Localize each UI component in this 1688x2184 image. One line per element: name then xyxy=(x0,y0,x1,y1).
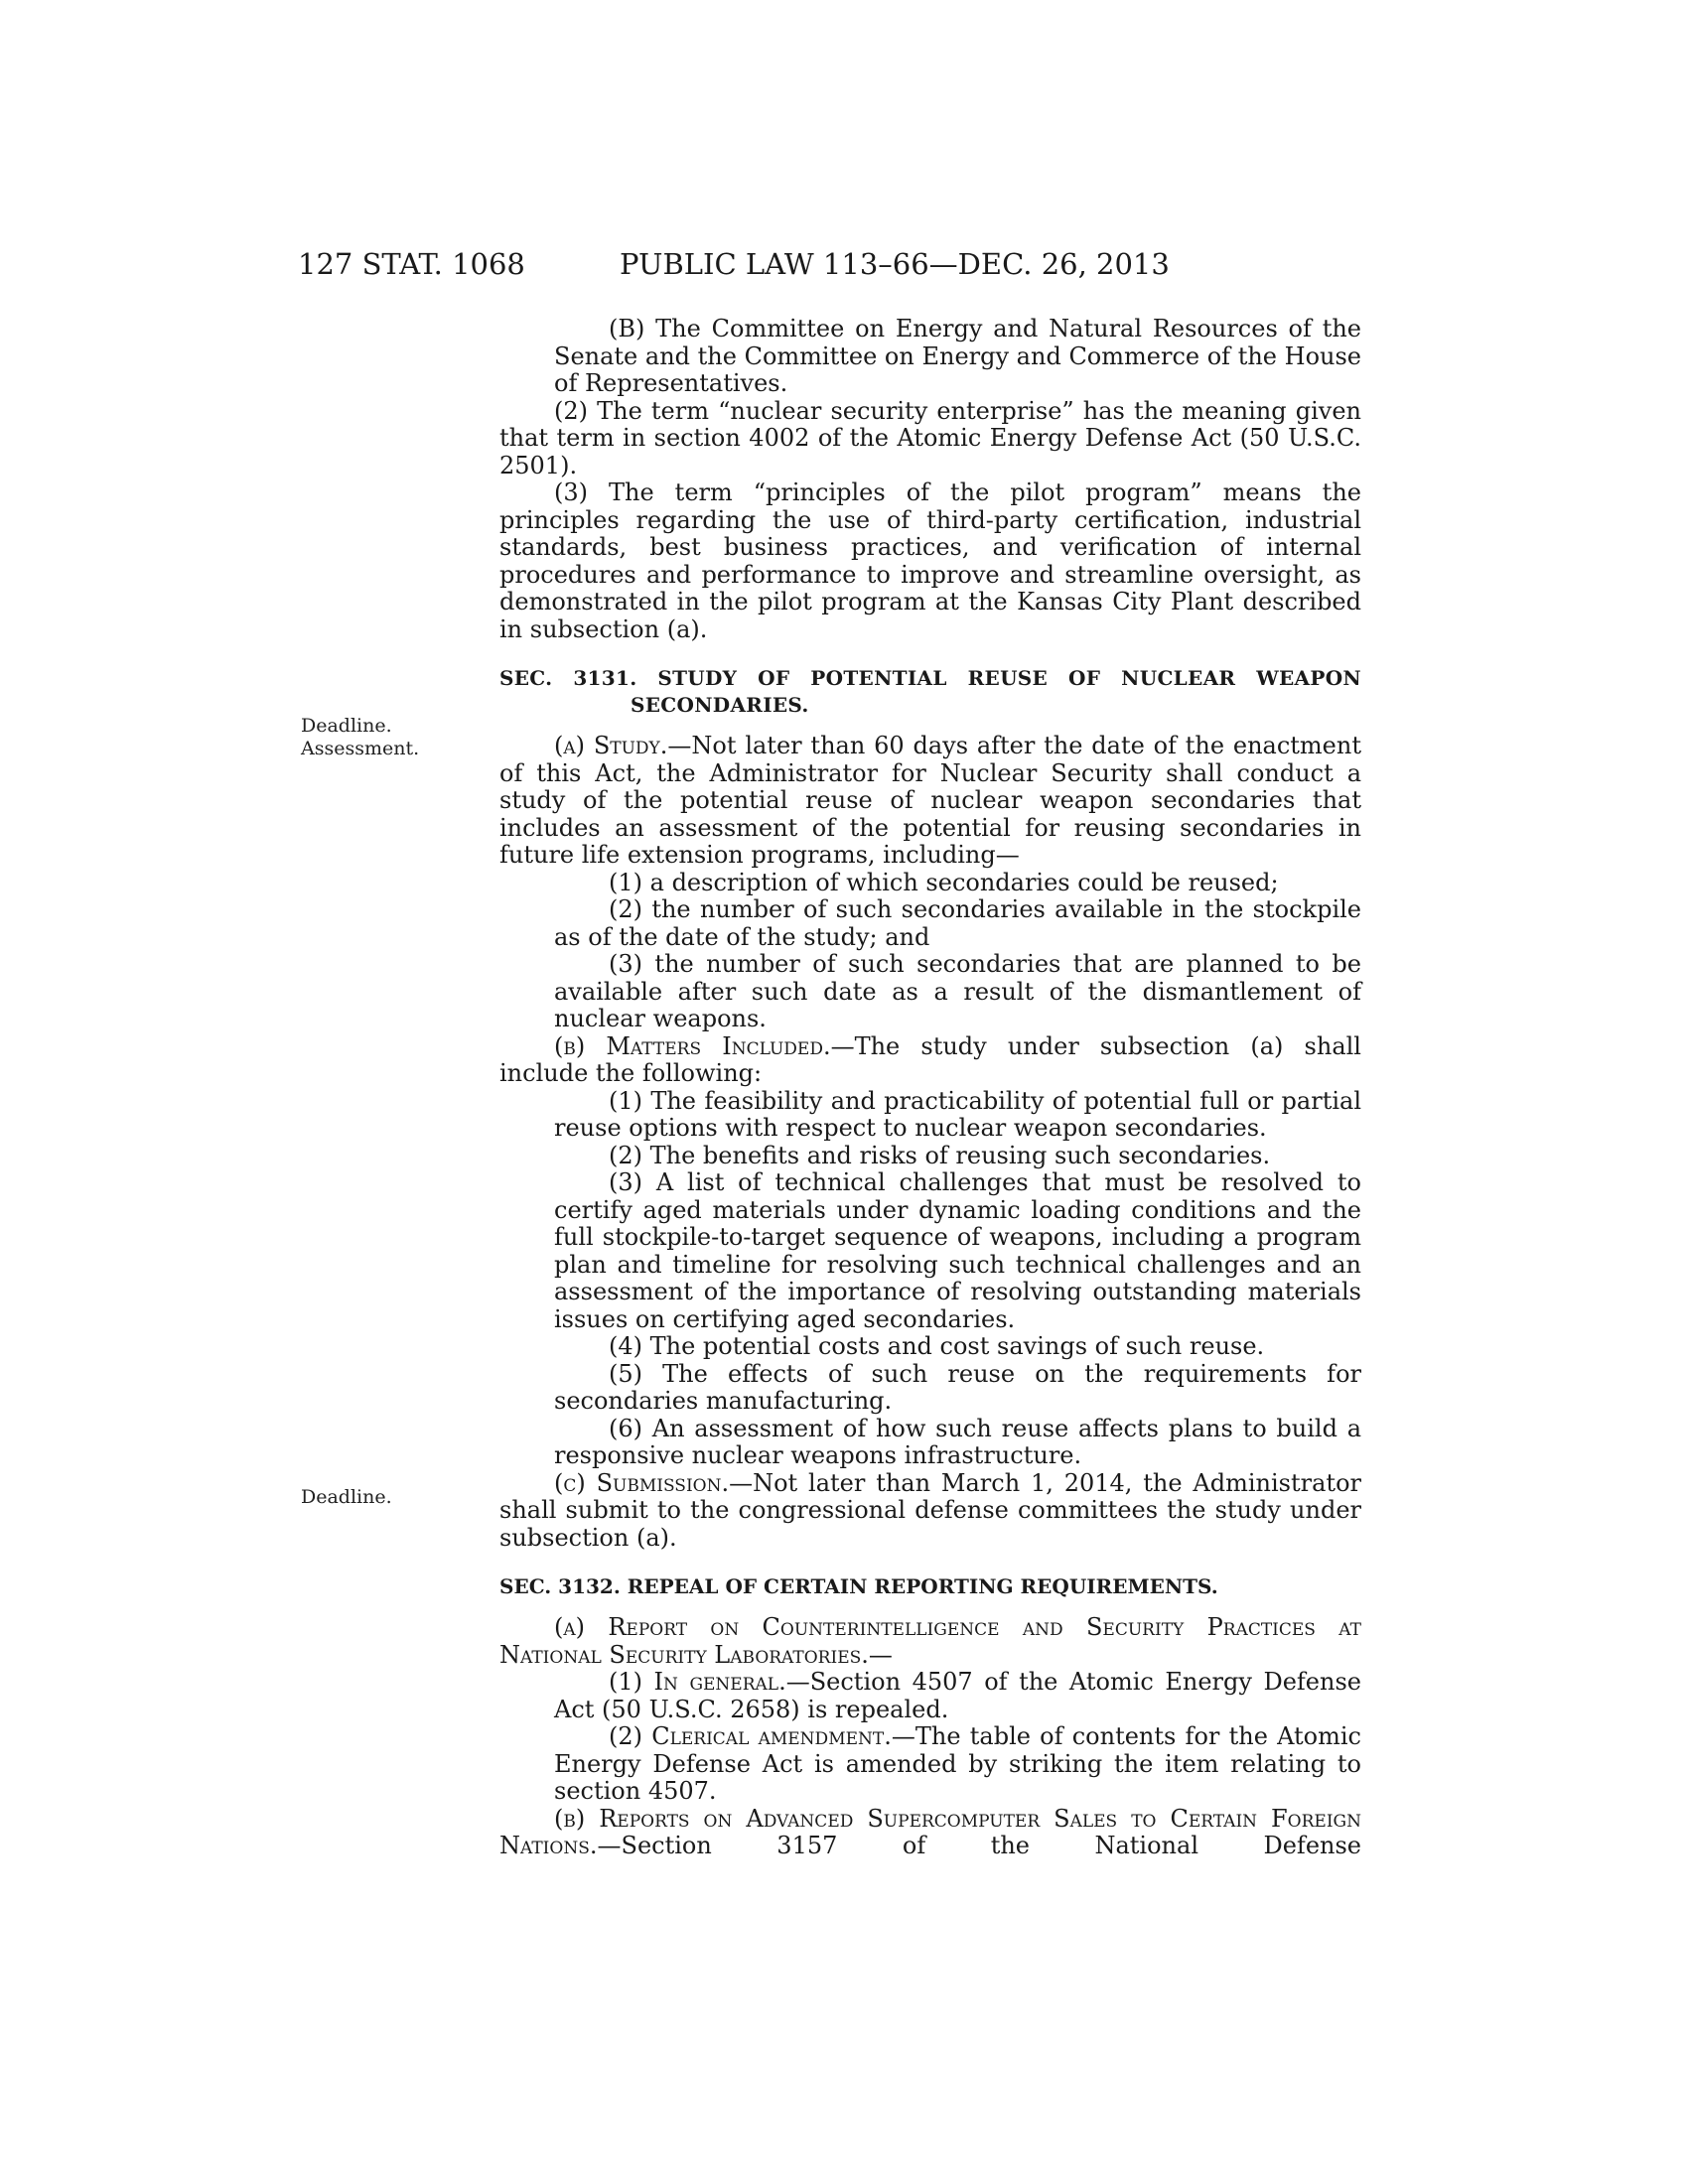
statute-body xyxy=(499,316,1361,1860)
margin-note-deadline-assessment xyxy=(301,715,419,760)
page-header xyxy=(298,244,1370,284)
margin-note-assessment: Assessment. xyxy=(301,738,420,759)
matters-item-1: (1) The feasibility and practicability of potential full or partial reuse options with respect to nuclear weapon secondaries. xyxy=(554,1086,1361,1142)
report-b-label: (b) Reports on Advanced Supercomputer Sales to Certain Foreign Nations. xyxy=(499,1804,1361,1859)
report-a1-text: —Section 4507 of the Atomic Energy Defense Act (50 U.S.C. 2658) is repealed. xyxy=(554,1668,1361,1723)
paragraph-definition-2: (2) The term “nuclear security enterprise” has the meaning given that term in section 4002 of the Atomic Energy Defense Act (50 U.S.C. 2501). xyxy=(499,396,1361,479)
study-item-3: (3) the number of such secondaries that are planned to be available after such date as a result of the dismantlement of nuclear weapons. xyxy=(554,950,1361,1032)
section-3132-heading: SEC. 3132. REPEAL OF CERTAIN REPORTING REQUIREMENTS. xyxy=(499,1574,1218,1598)
subsection-b-text: —The study under subsection (a) shall include the following: xyxy=(499,1031,1361,1087)
public-law-title: PUBLIC LAW 113–66—DEC. 26, 2013 xyxy=(620,247,1170,281)
matters-item-3: (3) A list of technical challenges that must be resolved to certify aged materials under dynamic loading conditions and the full stockpile-to-target sequence of weapons, including a program plan and timeline for resolving such technical challenges and an assessment of the importance of resolving outstanding materials issues on certifying aged secondaries. xyxy=(554,1168,1361,1333)
subsection-b-matters xyxy=(499,1033,1361,1088)
report-b-text: —Section 3157 of the National Defense xyxy=(597,1832,1361,1859)
report-a-label: (a) Report on Counterintelligence and Security Practices at National Security Laboratories. xyxy=(499,1613,1361,1669)
paragraph-committee-b: (B) The Committee on Energy and Natural Resources of the Senate and the Committee on Energy and Commerce of the House of Representatives. xyxy=(554,315,1361,397)
subsection-a-study xyxy=(499,733,1361,870)
report-a1-label: (1) In general. xyxy=(609,1668,786,1696)
paragraph-definition-3: (3) The term “principles of the pilot program” means the principles regarding the use of third-party certification, industrial standards, best business practices, and verification of internal procedures and performance to improve and streamline oversight, as demonstrated in the pilot program at the Kansas City Plant described in subsection (a). xyxy=(499,478,1361,643)
matters-item-4: (4) The potential costs and cost savings of such reuse. xyxy=(609,1332,1265,1360)
matters-item-5: (5) The effects of such reuse on the requirements for secondaries manufacturing. xyxy=(554,1359,1361,1415)
margin-note-deadline-submission: Deadline. xyxy=(301,1486,392,1508)
report-a-paragraph-2 xyxy=(499,1723,1361,1806)
subsection-b-label: (b) Matters Included. xyxy=(554,1031,831,1060)
subsection-c-label: (c) Submission. xyxy=(554,1468,730,1497)
subsection-c-text: —Not later than March 1, 2014, the Administrator shall submit to the congressional defense committees the study under subsection (a). xyxy=(499,1468,1361,1552)
report-a-paragraph-1 xyxy=(499,1669,1361,1723)
stat-page-reference: 127 STAT. 1068 xyxy=(298,247,525,281)
subsection-c-submission xyxy=(499,1470,1361,1553)
subsection-b-reports xyxy=(499,1806,1361,1860)
study-item-2: (2) the number of such secondaries available in the stockpile as of the date of the study; and xyxy=(554,895,1361,951)
subsection-a-text: —Not later than 60 days after the date of the enactment of this Act, the Administrator for Nuclear Security shall conduct a study of the potential reuse of nuclear weapon secondaries that includes an assessment of the potential for reusing secondaries in future life extension programs, including— xyxy=(499,732,1361,869)
study-item-1: (1) a description of which secondaries could be reused; xyxy=(609,868,1279,896)
matters-item-2: (2) The benefits and risks of reusing such secondaries. xyxy=(609,1141,1271,1169)
report-a-dash: — xyxy=(868,1640,893,1669)
report-a2-text: —The table of contents for the Atomic Energy Defense Act is amended by striking the item relating to section 4507. xyxy=(554,1722,1361,1805)
subsection-a-report xyxy=(499,1614,1361,1669)
margin-note-deadline: Deadline. xyxy=(301,715,392,737)
report-a2-label: (2) Clerical amendment. xyxy=(609,1722,892,1750)
subsection-a-label: (a) Study. xyxy=(554,732,668,759)
matters-item-6: (6) An assessment of how such reuse affects plans to build a responsive nuclear weapons infrastructure. xyxy=(554,1414,1361,1469)
section-3131-heading: SEC. 3131. STUDY OF POTENTIAL REUSE OF NUCLEAR WEAPON SECONDARIES. xyxy=(499,666,1361,717)
